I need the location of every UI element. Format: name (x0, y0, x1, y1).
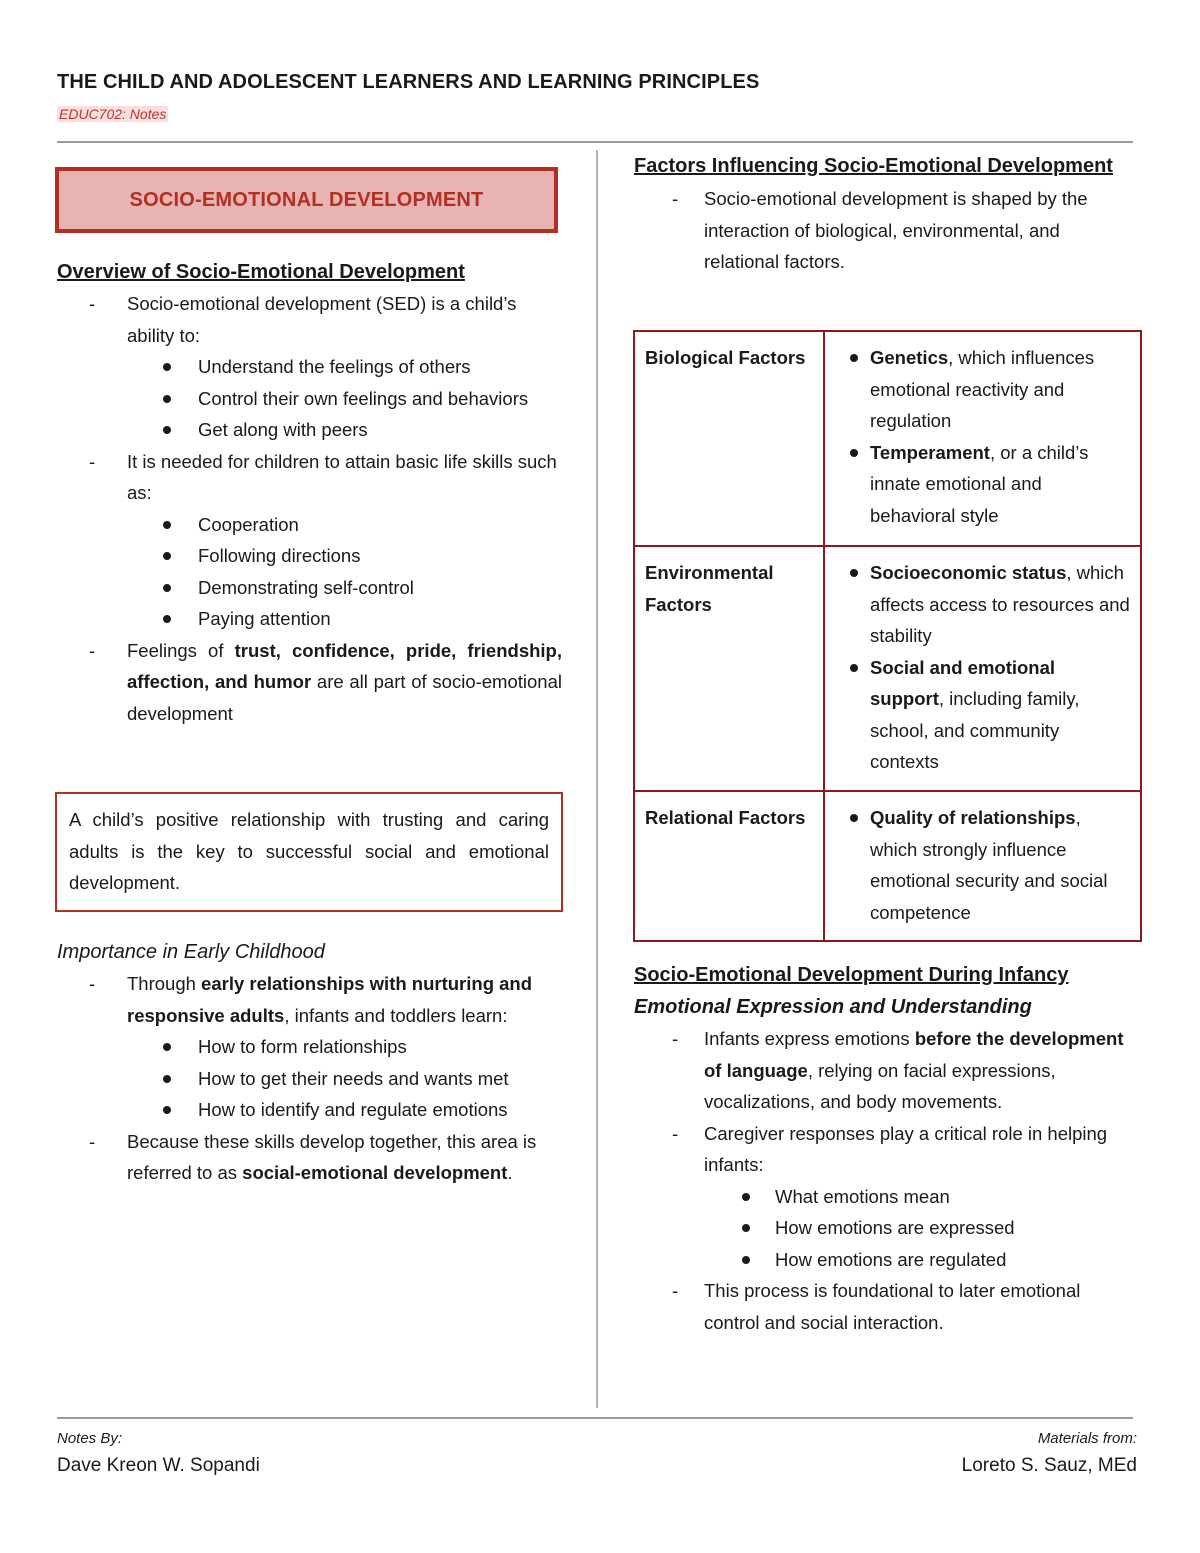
table-cell-label: Environmental Factors (634, 546, 824, 791)
key-callout-box: A child’s positive relationship with trusting and caring adults is the key to successful social and emotional development. (55, 792, 563, 912)
infancy-item-2: - Caregiver responses play a critical role in helping infants: (672, 1122, 1108, 1175)
factors-table (633, 330, 1142, 942)
bullet-icon (850, 814, 858, 822)
table-cell-label: Biological Factors (634, 331, 824, 546)
early-item-1: - Through early relationships with nurturing and responsive adults, infants and toddlers learn: (89, 973, 533, 1026)
bullet-icon (163, 1043, 171, 1051)
notes-by-label: Notes By: (57, 1430, 123, 1447)
bullet-icon (163, 426, 171, 434)
table-cell-content (824, 546, 1141, 791)
bullet-icon (742, 1193, 750, 1201)
list-item: How emotions are regulated (634, 1244, 1139, 1276)
infancy-heading: Socio-Emotional Development During Infancy (634, 964, 1069, 986)
header-divider (57, 141, 1133, 143)
materials-from-label: Materials from: (1037, 1430, 1137, 1447)
bullet-icon (163, 363, 171, 371)
table-row (634, 331, 1141, 546)
table-row (634, 546, 1141, 791)
infancy-subheading: Emotional Expression and Understanding (634, 996, 1032, 1018)
materials-from-name: Loreto S. Sauz, MEd (961, 1455, 1137, 1476)
table-cell-content (824, 791, 1141, 941)
bullet-icon (163, 584, 171, 592)
list-item: Genetics, which influences emotional reactivity and regulation (833, 342, 1132, 437)
bullet-icon (163, 521, 171, 529)
list-item: Understand the feelings of others (57, 351, 562, 383)
overview-item-3: - Feelings of trust, confidence, pride, friendship, affection, and humor are all part of socio-emotional development (89, 639, 562, 724)
section-title: SOCIO-EMOTIONAL DEVELOPMENT (129, 188, 484, 211)
list-item: How emotions are expressed (634, 1212, 1139, 1244)
overview-item-1: - Socio-emotional development (SED) is a child’s ability to: (89, 293, 517, 346)
early-item-2: - Because these skills develop together, this area is referred to as social-emotional development. (89, 1130, 537, 1183)
list-item: Socioeconomic status, which affects access to resources and stability (833, 557, 1132, 652)
overview-heading: Overview of Socio-Emotional Development (57, 261, 465, 283)
table-row (634, 791, 1141, 941)
list-item: Paying attention (57, 603, 562, 635)
early-childhood-section (57, 936, 562, 1189)
section-title-box (55, 167, 558, 233)
list-item: Following directions (57, 540, 562, 572)
list-item: Control their own feelings and behaviors (57, 383, 562, 415)
infancy-item-3: - This process is foundational to later emotional control and social interaction. (672, 1280, 1081, 1333)
list-item: What emotions mean (634, 1181, 1139, 1213)
footer-divider (57, 1417, 1133, 1419)
list-item: Social and emotional support, including family, school, and community contexts (833, 652, 1132, 778)
list-item: Demonstrating self-control (57, 572, 562, 604)
document-subtitle: EDUC702: Notes (59, 106, 167, 122)
early-heading: Importance in Early Childhood (57, 941, 325, 963)
bullet-icon (163, 1106, 171, 1114)
list-item: How to form relationships (57, 1031, 562, 1063)
bullet-icon (163, 395, 171, 403)
bullet-icon (163, 552, 171, 560)
column-divider (596, 150, 598, 1408)
list-item: Cooperation (57, 509, 562, 541)
list-item: How to get their needs and wants met (57, 1063, 562, 1095)
notes-by-name: Dave Kreon W. Sopandi (57, 1455, 260, 1476)
list-item: Quality of relationships, which strongly influence emotional security and social competence (833, 802, 1132, 928)
factors-heading: Factors Influencing Socio-Emotional Development (634, 155, 1113, 177)
bullet-icon (163, 1075, 171, 1083)
bullet-icon (850, 354, 858, 362)
table-cell-label: Relational Factors (634, 791, 824, 941)
factors-intro: - Socio-emotional development is shaped by the interaction of biological, environmental, and relational factors. (672, 188, 1088, 272)
bullet-icon (850, 569, 858, 577)
factors-section (634, 149, 1139, 278)
document-title: THE CHILD AND ADOLESCENT LEARNERS AND LEARNING PRINCIPLES (57, 71, 760, 93)
bullet-icon (850, 664, 858, 672)
bullet-icon (742, 1224, 750, 1232)
infancy-item-1: - Infants express emotions before the development of language, relying on facial expressions, vocalizations, and body movements. (672, 1028, 1124, 1112)
overview-section (57, 256, 562, 729)
infancy-section (634, 959, 1139, 1338)
bullet-icon (850, 449, 858, 457)
bullet-icon (163, 615, 171, 623)
table-cell-content (824, 331, 1141, 546)
overview-item-2: - It is needed for children to attain basic life skills such as: (89, 450, 557, 503)
list-item: Get along with peers (57, 414, 562, 446)
list-item: How to identify and regulate emotions (57, 1094, 562, 1126)
list-item: Temperament, or a child’s innate emotional and behavioral style (833, 437, 1132, 532)
bullet-icon (742, 1256, 750, 1264)
